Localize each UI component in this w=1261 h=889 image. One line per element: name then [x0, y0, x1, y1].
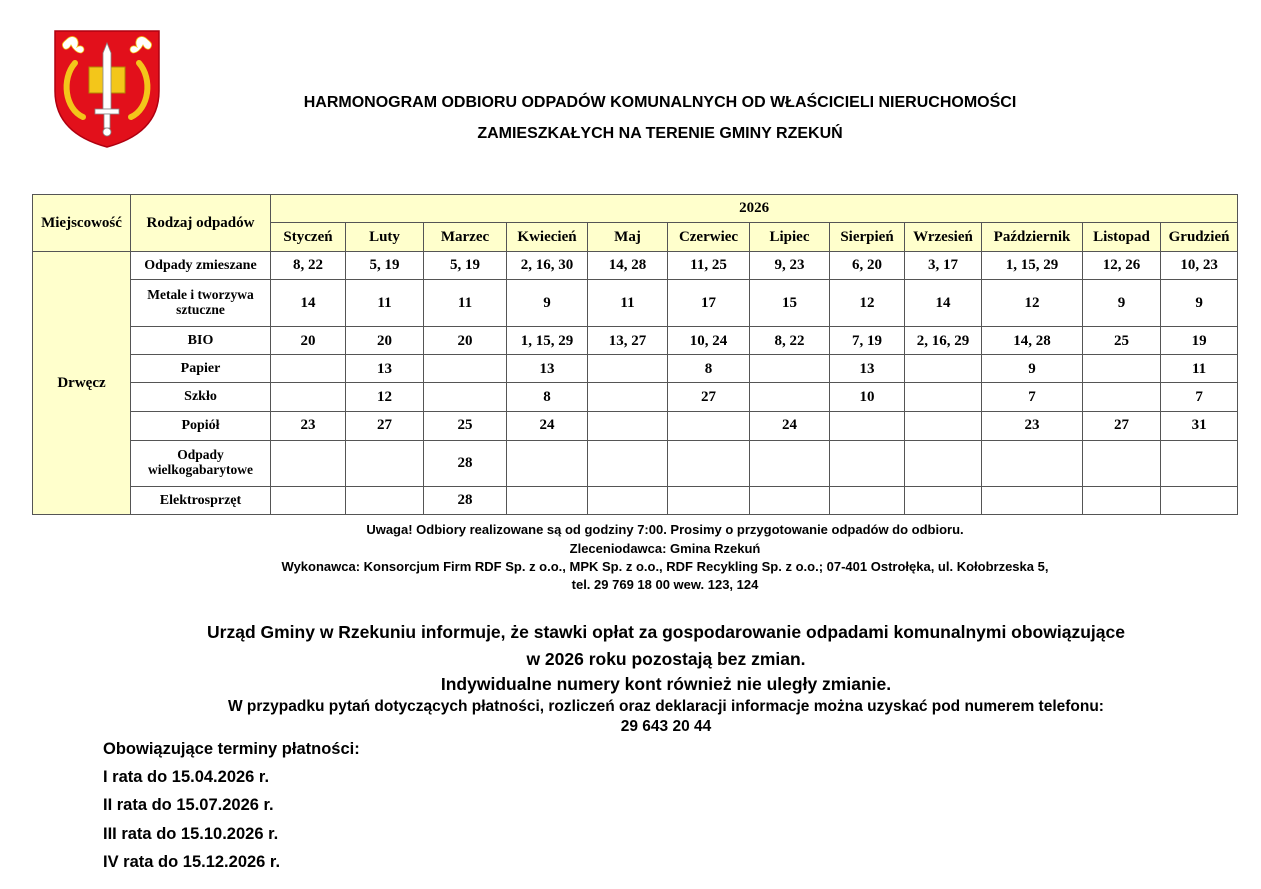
date-cell	[588, 383, 668, 411]
date-cell: 23	[271, 411, 346, 440]
date-cell: 17	[668, 280, 750, 327]
date-cell: 14, 28	[588, 252, 668, 280]
payment-term-item: IV rata do 15.12.2026 r.	[103, 853, 281, 871]
date-cell: 8, 22	[750, 327, 830, 355]
date-cell	[830, 411, 905, 440]
date-cell: 1, 15, 29	[982, 252, 1083, 280]
date-cell	[750, 440, 830, 486]
note-contractor-phone: tel. 29 769 18 00 wew. 123, 124	[571, 577, 759, 592]
date-cell: 12	[982, 280, 1083, 327]
date-cell	[1083, 440, 1161, 486]
date-cell: 24	[507, 411, 588, 440]
date-cell	[668, 486, 750, 514]
month-header: Lipiec	[750, 223, 830, 252]
date-cell	[668, 440, 750, 486]
note-pickup-time: Uwaga! Odbiory realizowane są od godziny 7:00. Prosimy o przygotowanie odpadów do odbioru.	[366, 522, 964, 537]
date-cell	[905, 411, 982, 440]
date-cell: 11	[588, 280, 668, 327]
waste-type-cell: Odpady zmieszane	[131, 252, 271, 280]
date-cell: 9, 23	[750, 252, 830, 280]
date-cell: 13	[346, 355, 424, 383]
date-cell: 24	[750, 411, 830, 440]
date-cell	[750, 383, 830, 411]
date-cell	[424, 355, 507, 383]
payment-term-item: II rata do 15.07.2026 r.	[103, 796, 274, 814]
date-cell: 5, 19	[346, 252, 424, 280]
date-cell: 5, 19	[424, 252, 507, 280]
header-waste-type: Rodzaj odpadów	[131, 195, 271, 252]
date-cell	[1161, 486, 1238, 514]
date-cell	[830, 440, 905, 486]
date-cell: 31	[1161, 411, 1238, 440]
info-phone: 29 643 20 44	[620, 718, 712, 735]
date-cell: 28	[424, 486, 507, 514]
date-cell	[271, 486, 346, 514]
date-cell: 2, 16, 29	[905, 327, 982, 355]
location-cell: Drwęcz	[33, 252, 131, 515]
month-header: Maj	[588, 223, 668, 252]
date-cell: 10, 23	[1161, 252, 1238, 280]
date-cell	[668, 411, 750, 440]
date-cell	[1083, 383, 1161, 411]
month-header: Czerwiec	[668, 223, 750, 252]
date-cell: 12	[346, 383, 424, 411]
date-cell: 14	[905, 280, 982, 327]
month-header: Październik	[982, 223, 1083, 252]
month-header: Marzec	[424, 223, 507, 252]
date-cell	[905, 486, 982, 514]
date-cell: 10	[830, 383, 905, 411]
date-cell: 27	[346, 411, 424, 440]
date-cell: 28	[424, 440, 507, 486]
date-cell	[750, 355, 830, 383]
header-location: Miejscowość	[33, 195, 131, 252]
date-cell: 8, 22	[271, 252, 346, 280]
date-cell: 27	[668, 383, 750, 411]
info-fees-line1: Urząd Gminy w Rzekuniu informuje, że stawki opłat za gospodarowanie odpadami komunalnymi obowiązujące	[207, 622, 1125, 642]
date-cell: 9	[982, 355, 1083, 383]
date-cell: 25	[1083, 327, 1161, 355]
waste-type-cell: Metale i tworzywa sztuczne	[131, 280, 271, 327]
date-cell: 2, 16, 30	[507, 252, 588, 280]
date-cell: 15	[750, 280, 830, 327]
date-cell: 11	[1161, 355, 1238, 383]
document-title-line2: ZAMIESZKAŁYCH NA TERENIE GMINY RZEKUŃ	[477, 125, 843, 142]
date-cell: 20	[271, 327, 346, 355]
date-cell: 12, 26	[1083, 252, 1161, 280]
date-cell	[588, 440, 668, 486]
header-year: 2026	[271, 195, 1238, 223]
date-cell	[346, 440, 424, 486]
date-cell	[905, 440, 982, 486]
month-header: Grudzień	[1161, 223, 1238, 252]
waste-type-cell: Szkło	[131, 383, 271, 411]
waste-type-cell: Elektrosprzęt	[131, 486, 271, 514]
date-cell: 13	[507, 355, 588, 383]
note-contractor: Wykonawca: Konsorcjum Firm RDF Sp. z o.o., MPK Sp. z o.o., RDF Recykling Sp. z o.o.; 07-401 Ostrołęka, ul. Kołobrzeska 5,	[281, 559, 1049, 574]
date-cell: 14, 28	[982, 327, 1083, 355]
month-header: Sierpień	[830, 223, 905, 252]
month-header: Styczeń	[271, 223, 346, 252]
date-cell	[1083, 486, 1161, 514]
month-header: Listopad	[1083, 223, 1161, 252]
date-cell	[905, 383, 982, 411]
month-header: Wrzesień	[905, 223, 982, 252]
date-cell: 7, 19	[830, 327, 905, 355]
date-cell: 7	[982, 383, 1083, 411]
date-cell	[271, 383, 346, 411]
date-cell: 8	[668, 355, 750, 383]
date-cell: 9	[1161, 280, 1238, 327]
date-cell: 11, 25	[668, 252, 750, 280]
date-cell	[424, 383, 507, 411]
date-cell: 9	[1083, 280, 1161, 327]
date-cell	[905, 355, 982, 383]
date-cell: 23	[982, 411, 1083, 440]
info-contact: W przypadku pytań dotyczących płatności, rozliczeń oraz deklaracji informacje można uzyskać pod numerem telefonu:	[228, 698, 1104, 715]
date-cell	[750, 486, 830, 514]
date-cell: 7	[1161, 383, 1238, 411]
payment-terms-heading: Obowiązujące terminy płatności:	[103, 740, 360, 758]
date-cell	[588, 411, 668, 440]
waste-type-cell: Popiół	[131, 411, 271, 440]
info-accounts: Indywidualne numery kont również nie uległy zmianie.	[440, 674, 892, 694]
collection-schedule-table	[32, 194, 1238, 515]
payment-term-item: I rata do 15.04.2026 r.	[103, 768, 270, 786]
date-cell: 13, 27	[588, 327, 668, 355]
date-cell: 8	[507, 383, 588, 411]
date-cell: 14	[271, 280, 346, 327]
date-cell	[588, 355, 668, 383]
waste-type-cell: BIO	[131, 327, 271, 355]
date-cell	[982, 440, 1083, 486]
date-cell	[830, 486, 905, 514]
document-title-line1: HARMONOGRAM ODBIORU ODPADÓW KOMUNALNYCH OD WŁAŚCICIELI NIERUCHOMOŚCI	[303, 94, 1017, 111]
month-header: Luty	[346, 223, 424, 252]
waste-type-cell: Odpady wielkogabarytowe	[131, 440, 271, 486]
date-cell	[507, 440, 588, 486]
date-cell	[1083, 355, 1161, 383]
note-client: Zleceniodawca: Gmina Rzekuń	[569, 541, 761, 556]
date-cell	[271, 355, 346, 383]
date-cell	[507, 486, 588, 514]
date-cell: 20	[346, 327, 424, 355]
date-cell: 3, 17	[905, 252, 982, 280]
date-cell: 10, 24	[668, 327, 750, 355]
date-cell	[271, 440, 346, 486]
date-cell: 9	[507, 280, 588, 327]
date-cell: 19	[1161, 327, 1238, 355]
date-cell: 20	[424, 327, 507, 355]
date-cell: 13	[830, 355, 905, 383]
date-cell	[982, 486, 1083, 514]
date-cell: 1, 15, 29	[507, 327, 588, 355]
info-fees-line2: w 2026 roku pozostają bez zmian.	[526, 649, 806, 669]
waste-type-cell: Papier	[131, 355, 271, 383]
date-cell	[588, 486, 668, 514]
municipality-crest-icon	[53, 29, 161, 149]
month-header: Kwiecień	[507, 223, 588, 252]
date-cell: 11	[424, 280, 507, 327]
date-cell: 11	[346, 280, 424, 327]
date-cell: 25	[424, 411, 507, 440]
date-cell: 12	[830, 280, 905, 327]
payment-term-item: III rata do 15.10.2026 r.	[103, 825, 279, 843]
date-cell	[1161, 440, 1238, 486]
date-cell: 27	[1083, 411, 1161, 440]
date-cell: 6, 20	[830, 252, 905, 280]
date-cell	[346, 486, 424, 514]
